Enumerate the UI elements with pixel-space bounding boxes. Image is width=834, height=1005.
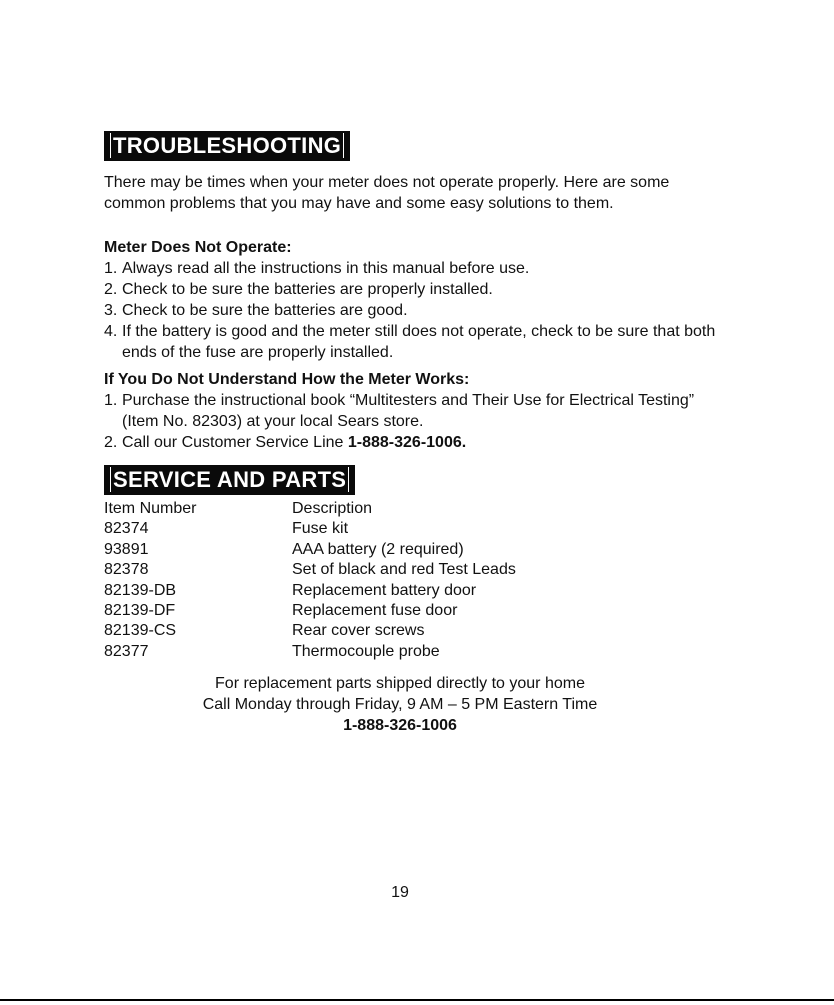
bottom-divider xyxy=(0,999,834,1001)
list-item-number: 2. xyxy=(104,434,118,451)
table-row xyxy=(104,540,516,560)
item-number-cell: 82378 xyxy=(104,561,149,579)
understand-meter-list xyxy=(104,390,724,453)
list-item-text: Check to be sure the batteries are good. xyxy=(122,302,408,319)
troubleshooting-heading xyxy=(104,131,350,161)
list-item xyxy=(104,432,724,453)
order-hours-line: Call Monday through Friday, 9 AM – 5 PM Eastern Time xyxy=(202,696,598,713)
description-cell: Rear cover screws xyxy=(292,622,425,640)
table-row xyxy=(104,581,516,601)
list-item-number: 4. xyxy=(104,323,118,340)
table-row xyxy=(104,519,516,539)
list-item xyxy=(104,300,724,321)
parts-table xyxy=(104,499,516,662)
item-number-cell: 82139-DF xyxy=(104,602,176,620)
list-item xyxy=(104,390,724,432)
list-item-text: Check to be sure the batteries are properly installed. xyxy=(122,281,493,298)
list-item xyxy=(104,258,724,279)
list-item-text: Always read all the instructions in this manual before use. xyxy=(122,260,530,277)
item-number-cell: 93891 xyxy=(104,540,149,558)
table-header-row xyxy=(104,499,516,519)
list-item-number: 1. xyxy=(104,260,118,277)
list-item-number: 3. xyxy=(104,302,118,319)
column-header-description: Description xyxy=(292,500,373,517)
troubleshooting-intro: There may be times when your meter does not operate properly. Here are some common problems that you may have and some easy solutions to them. xyxy=(104,174,670,212)
column-header-item-number: Item Number xyxy=(104,500,197,517)
list-item xyxy=(104,279,724,300)
list-item xyxy=(104,321,724,363)
item-number-cell: 82377 xyxy=(104,642,149,660)
table-row xyxy=(104,642,516,662)
list-item-text: Purchase the instructional book “Multitesters and Their Use for Electrical Testing” (Item No. 82303) at your local Sears store. xyxy=(122,392,695,430)
troubleshooting-heading-text: TROUBLESHOOTING xyxy=(110,133,344,158)
list-item-text: If the battery is good and the meter still does not operate, check to be sure that both ends of the fuse are properly installed. xyxy=(122,323,716,361)
description-cell: Replacement battery door xyxy=(292,581,477,599)
description-cell: Thermocouple probe xyxy=(292,642,440,660)
order-info-line: For replacement parts shipped directly to your home xyxy=(215,675,585,692)
item-number-cell: 82374 xyxy=(104,520,149,538)
table-row xyxy=(104,560,516,580)
list-item-number: 2. xyxy=(104,281,118,298)
meter-does-not-operate-list xyxy=(104,258,724,363)
list-item-text-wrapper xyxy=(122,432,724,453)
meter-does-not-operate-heading: Meter Does Not Operate: xyxy=(104,239,292,256)
list-item-number: 1. xyxy=(104,392,118,409)
customer-service-phone: 1-888-326-1006. xyxy=(347,434,467,451)
description-cell: Fuse kit xyxy=(292,520,349,538)
table-row xyxy=(104,621,516,641)
list-item-text: Call our Customer Service Line xyxy=(122,434,348,451)
table-row xyxy=(104,601,516,621)
item-number-cell: 82139-CS xyxy=(104,622,177,640)
description-cell: AAA battery (2 required) xyxy=(292,540,464,558)
service-and-parts-heading xyxy=(104,465,355,495)
service-and-parts-heading-text: SERVICE AND PARTS xyxy=(110,467,349,492)
item-number-cell: 82139-DB xyxy=(104,581,177,599)
description-cell: Replacement fuse door xyxy=(292,602,458,620)
page-number: 19 xyxy=(391,884,409,901)
description-cell: Set of black and red Test Leads xyxy=(292,561,516,579)
understand-meter-heading: If You Do Not Understand How the Meter Works: xyxy=(104,371,470,388)
order-phone-number: 1-888-326-1006 xyxy=(343,717,457,734)
